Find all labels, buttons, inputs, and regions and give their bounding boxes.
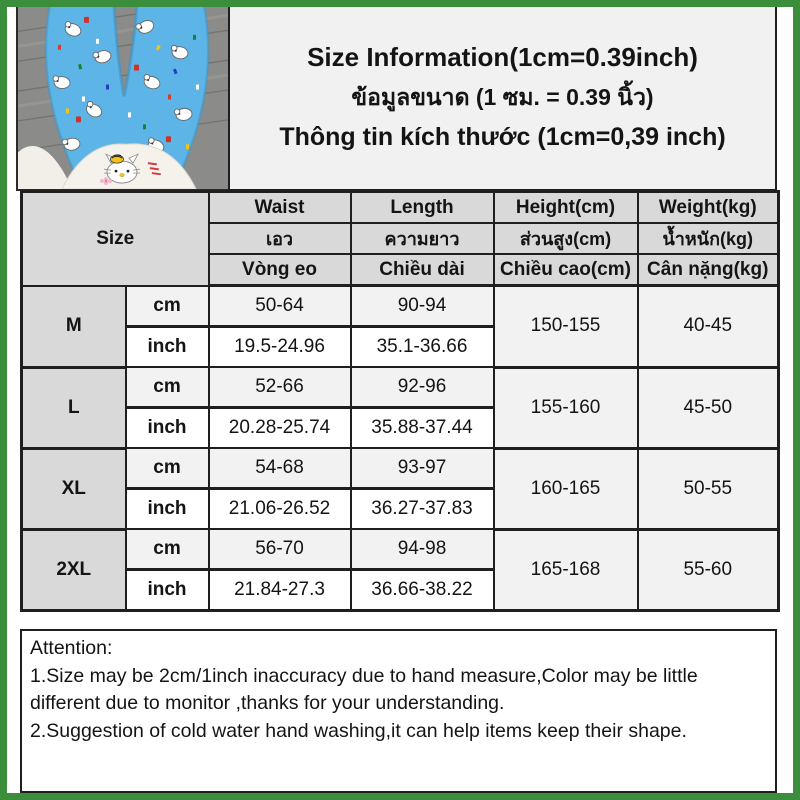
m-height: 150-155 xyxy=(494,286,638,368)
2xl-length-cm: 94-98 xyxy=(351,529,494,570)
l-length-inch: 35.88-37.44 xyxy=(351,408,494,449)
header-row-en xyxy=(22,192,779,224)
row-m-cm xyxy=(22,286,779,327)
unit-inch-xl: inch xyxy=(126,489,209,530)
title-thai: ข้อมูลขนาด (1 ซม. = 0.39 นิ้ว) xyxy=(351,83,654,110)
2xl-weight: 55-60 xyxy=(638,529,779,611)
header-waist-th: เอว xyxy=(209,223,351,254)
header-length-th: ความยาว xyxy=(351,223,494,254)
2xl-height: 165-168 xyxy=(494,529,638,611)
l-height: 155-160 xyxy=(494,367,638,448)
xl-weight: 50-55 xyxy=(638,448,779,529)
m-length-cm: 90-94 xyxy=(351,286,494,327)
header-height-vi: Chiều cao(cm) xyxy=(494,254,638,286)
attention-note-2: 2.Suggestion of cold water hand washing,it can help items keep their shape. xyxy=(30,720,687,743)
l-waist-inch: 20.28-25.74 xyxy=(209,408,351,449)
xl-waist-inch: 21.06-26.52 xyxy=(209,489,351,530)
unit-cm-m: cm xyxy=(126,286,209,327)
attention-note-1: 1.Size may be 2cm/1inch inaccuracy due to hand measure,Color may be little different due to monitor ,thanks for your understanding. xyxy=(30,664,698,715)
unit-cm-xl: cm xyxy=(126,448,209,489)
unit-cm-2xl: cm xyxy=(126,529,209,570)
unit-inch-l: inch xyxy=(126,408,209,449)
l-weight: 45-50 xyxy=(638,367,779,448)
l-length-cm: 92-96 xyxy=(351,367,494,408)
m-weight: 40-45 xyxy=(638,286,779,368)
2xl-waist-inch: 21.84-27.3 xyxy=(209,570,351,611)
header-length-vi: Chiều dài xyxy=(351,254,494,286)
title-vietnamese: Thông tin kích thước (1cm=0,39 inch) xyxy=(279,122,726,151)
xl-height: 160-165 xyxy=(494,448,638,529)
header-waist-en: Waist xyxy=(209,192,351,224)
row-l-cm xyxy=(22,367,779,408)
m-waist-cm: 50-64 xyxy=(209,286,351,327)
m-length-inch: 35.1-36.66 xyxy=(351,327,494,368)
header-length-en: Length xyxy=(351,192,494,224)
size-xl-label: XL xyxy=(22,448,126,529)
header-weight-vi: Cân nặng(kg) xyxy=(638,254,779,286)
unit-inch-2xl: inch xyxy=(126,570,209,611)
product-photo xyxy=(16,3,230,191)
2xl-waist-cm: 56-70 xyxy=(209,529,351,570)
size-info-title-box xyxy=(228,2,777,191)
size-m-label: M xyxy=(22,286,126,368)
2xl-length-inch: 36.66-38.22 xyxy=(351,570,494,611)
header-weight-en: Weight(kg) xyxy=(638,192,779,224)
size-header-cell: Size xyxy=(22,192,209,286)
l-waist-cm: 52-66 xyxy=(209,367,351,408)
m-waist-inch: 19.5-24.96 xyxy=(209,327,351,368)
row-2xl-cm xyxy=(22,529,779,570)
unit-inch-m: inch xyxy=(126,327,209,368)
xl-waist-cm: 54-68 xyxy=(209,448,351,489)
header-waist-vi: Vòng eo xyxy=(209,254,351,286)
unit-cm-l: cm xyxy=(126,367,209,408)
xl-length-inch: 36.27-37.83 xyxy=(351,489,494,530)
header-height-en: Height(cm) xyxy=(494,192,638,224)
attention-title: Attention: xyxy=(30,637,113,659)
pajama-pants-illustration xyxy=(18,5,228,189)
size-l-label: L xyxy=(22,367,126,448)
title-english: Size Information(1cm=0.39inch) xyxy=(307,41,698,72)
header-height-th: ส่วนสูง(cm) xyxy=(494,223,638,254)
size-table xyxy=(20,190,780,612)
attention-box xyxy=(20,629,777,793)
size-2xl-label: 2XL xyxy=(22,529,126,611)
row-xl-cm xyxy=(22,448,779,489)
header-weight-th: น้ำหนัก(kg) xyxy=(638,223,779,254)
xl-length-cm: 93-97 xyxy=(351,448,494,489)
